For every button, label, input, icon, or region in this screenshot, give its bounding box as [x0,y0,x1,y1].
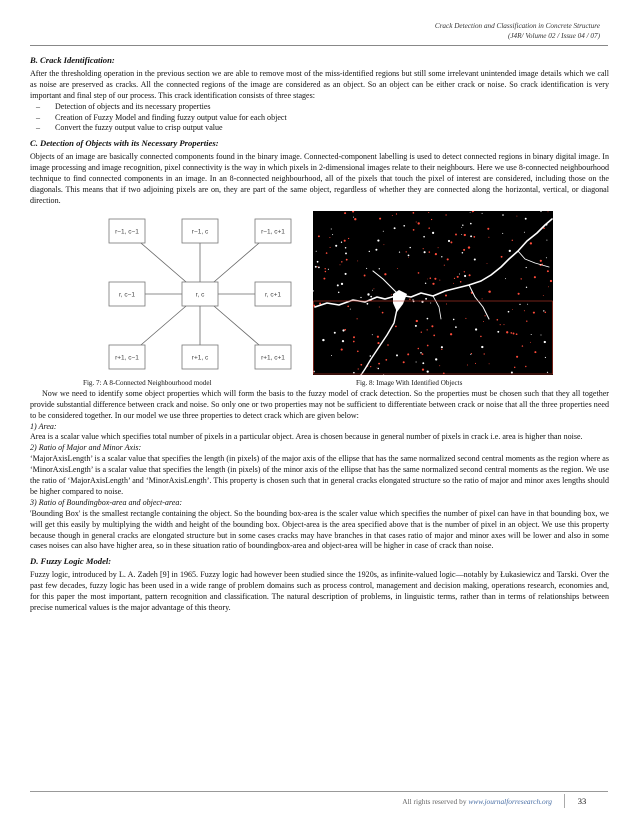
noise-dot [346,259,348,261]
noise-dot [318,235,320,237]
noise-dot [545,311,547,313]
noise-dot [382,312,384,314]
noise-dot [416,221,417,222]
noise-dot [516,356,518,358]
noise-dot [444,264,445,265]
noise-dot [329,237,330,238]
noise-dot [334,332,336,334]
noise-dot [526,267,527,268]
noise-dot [533,311,535,313]
noise-dot [465,318,466,319]
noise-dot [345,247,347,249]
noise-dot [445,294,447,296]
noise-dot [484,315,485,316]
noise-dot [441,346,443,348]
noise-dot [464,271,465,272]
noise-dot [516,215,517,216]
noise-dot [330,247,331,248]
noise-dot [377,239,379,241]
noise-dot [441,349,442,350]
noise-dot [337,284,339,286]
noise-dot [408,257,409,258]
noise-dot [317,266,318,267]
noise-dot [441,256,442,257]
noise-dot [543,310,544,311]
noise-dot [487,228,489,230]
cell-top-left: r−1, c−1 [115,228,139,236]
noise-dot [316,250,317,251]
running-header [435,21,600,41]
noise-dot [350,308,351,309]
noise-dot [370,355,372,357]
noise-dot [547,270,549,272]
neighbourhood-diagram [105,215,295,373]
cell-right: r, c+1 [264,291,282,299]
noise-dot [438,247,439,248]
noise-dot [450,333,452,335]
noise-dot [483,321,484,322]
noise-dot [475,328,477,330]
noise-dot [377,342,379,344]
noise-dot [348,238,349,239]
noise-dot [522,345,523,346]
noise-dot [341,261,342,262]
section-d-paragraph: Fuzzy logic, introduced by L. A. Zadeh [9] in 1965. Fuzzy logic had however been studied since the 1920s, as infinite-valued logic—notably by Łukasiewicz and Tarski. Over the past few decades, fuzzy logic has been used in a wide range of problem domains such as process control, management and decision making, operations research, economies and, for this paper the most important, pattern recognition and classification. The natural description of problems, in linguistic terms, rather than in terms of relationships between precise numerical values is the major advantage of this theory. [30,570,609,612]
noise-dot [403,225,405,227]
noise-dot [527,304,528,305]
noise-dot [378,362,380,364]
noise-dot [459,273,460,274]
noise-dot [354,218,356,220]
noise-dot [427,344,429,346]
stage-item: – Convert the fuzzy output value to crisp output value [36,123,609,134]
noise-dot [341,283,343,285]
figure-7-caption: Fig. 7: A 8-Connected Neighbourhood model [83,378,212,387]
noise-dot [353,336,355,338]
noise-dot [435,253,437,255]
noise-dot [508,311,510,313]
noise-dot [377,367,378,368]
noise-dot [502,214,504,216]
noise-dot [512,239,513,240]
noise-dot [473,236,475,238]
noise-dot [531,334,532,335]
noise-dot [470,212,471,213]
noise-dot [424,251,426,253]
noise-dot [366,268,367,269]
noise-dot [462,252,464,254]
cell-bottom-left: r+1, c−1 [115,354,139,362]
noise-dot [526,286,527,287]
noise-dot [510,332,512,334]
noise-dot [505,278,506,279]
noise-dot [516,333,518,335]
noise-dot [497,319,499,321]
noise-dot [415,325,417,327]
noise-dot [375,249,377,251]
noise-dot [378,368,380,370]
noise-dot [431,219,432,220]
noise-dot [360,297,361,298]
noise-dot [462,224,463,225]
noise-dot [460,281,462,283]
noise-dot [322,339,324,341]
noise-dot [467,364,468,365]
noise-dot [550,280,552,282]
figure-8-caption: Fig. 8: Image With Identified Objects [356,378,463,387]
noise-dot [500,324,501,325]
noise-dot [425,282,426,283]
cell-left: r, c−1 [118,291,136,299]
property-ratio-title: 2) Ratio of Major and Minor Axis: [30,443,142,453]
noise-dot [409,298,410,299]
section-c-paragraph: Objects of an image are basically connected components found in the binary image. Connected-component labelling is used to detect connected regions in binary digital image. In image processing and image recognition, pixel connectivity is the way in which pixels in 2-dimensional images relate to their neighbours. Here we use 8-connected neighbourhood technique to find connected components in an image. In an 8-connected neighbourhood, all of the pixels that touch the pixel of interest are considered, including those on the diagonals. This means that if two adjoining pixels are on, they are part of the same object, regardless of whether they are connected along the horizontal, vertical, or diagonal direction. [30,152,609,205]
stage-item: – Detection of objects and its necessary properties [36,102,609,113]
noise-dot [524,310,525,311]
noise-dot [540,259,542,261]
noise-dot [439,279,440,280]
noise-dot [470,223,472,225]
property-bbox-text: 'Bounding Box' is the smallest rectangle containing the object. So the bounding box-area is the scaler value which specifies the number of pixel can have in that bounding box, we will get this easily by multiplying the width and height of the bounding box. Object-area is the area specified above that is the number of pixel in an object. We use this property because though in general cracks are elongated structure but in some cases cracks may have branches in that cases ratio of major and minor axes will be lower and also in some cases noises can also have higher area, so in these situation ratio of boundingbox-area and object-area will be higher in case of crack than noise. [30,508,609,551]
noise-dot [434,278,436,280]
noise-dot [379,306,380,307]
header-volume: (J4R/ Volume 02 / Issue 04 / 07) [507,32,600,40]
noise-dot [332,234,333,235]
noise-dot [406,251,407,252]
noise-dot [433,334,435,336]
noise-dot [497,331,499,333]
noise-dot [547,371,548,372]
noise-dot [367,303,369,305]
footer-rights [402,797,552,806]
noise-dot [455,326,457,328]
noise-dot [524,231,525,232]
noise-dot [511,371,513,373]
noise-dot [341,348,343,350]
noise-dot [543,295,544,296]
noise-dot [530,342,531,343]
cell-bottom: r+1, c [191,354,209,362]
section-d-heading: D. Fuzzy Logic Model: [30,556,112,567]
noise-dot [544,341,546,343]
noise-dot [392,215,393,216]
cell-top: r−1, c [191,228,209,236]
noise-dot [470,354,471,355]
noise-dot [360,364,362,366]
noise-dot [481,346,483,348]
noise-dot [530,242,532,244]
noise-dot [385,359,387,361]
noise-dot [372,334,373,335]
noise-dot [364,274,366,276]
section-c-heading: C. Detection of Objects with its Necessary Properties: [30,138,219,149]
noise-dot [448,240,450,242]
noise-dot [422,368,424,370]
noise-dot [344,239,346,241]
noise-dot [427,318,429,320]
noise-dot [428,227,430,229]
figures-row [30,211,609,389]
noise-dot [461,234,462,235]
noise-dot [358,368,359,369]
noise-dot [432,282,434,284]
noise-dot [464,275,466,277]
noise-dot [432,232,434,234]
noise-dot [345,273,347,275]
noise-dot [399,251,400,252]
noise-dot [317,261,319,263]
noise-dot [331,355,332,356]
noise-dot [450,241,452,243]
noise-dot [353,216,354,217]
noise-dot [394,227,396,229]
noise-dot [369,250,370,251]
noise-dot [475,363,476,364]
noise-dot [545,357,546,358]
noise-dot [325,271,327,273]
noise-dot [489,290,491,292]
stage-item: – Creation of Fuzzy Model and finding fuzzy output value for each object [36,113,609,124]
noise-dot [501,256,503,258]
footer-rule [30,791,608,792]
noise-dot [439,365,440,366]
noise-dot [474,258,476,260]
noise-dot [469,274,471,276]
noise-dot [345,252,347,254]
noise-dot [367,293,369,295]
noise-dot [427,329,428,330]
noise-dot [323,277,325,279]
noise-dot [344,329,346,331]
noise-dot [427,278,428,279]
noise-dot [373,288,374,289]
property-area-text: Area is a scalar value which specifies total number of pixels in a particular object. Area is chosen because in general number of pixels in crack i.e. area is higher than noise. [30,432,583,442]
noise-dot [519,304,520,305]
noise-dot [463,249,465,251]
noise-dot [395,325,397,327]
noise-dot [447,258,449,260]
header-title: Crack Detection and Classification in Concrete Structure [434,22,600,30]
journal-link[interactable]: www.journalforresearch.org [468,797,552,806]
property-ratio-text: ‘MajorAxisLength’ is a scalar value that specifies the length (in pixels) of the major axis of the ellipse that has the same normalized second central moments as the region where as ‘MinorAxisLength’ is a scalar value that specifies the length (in pixels) of the minor axis of the ellipse that has the same normalized second central moments as the region. We use the ratio of ‘MajorAxisLength’ and ‘MinorAxisLength’. This property is chosen such that in general cracks elongated structure so the ratio of major and minor axes lengths should be higher compared to noise. [30,454,609,496]
noise-dot [318,266,320,268]
header-rule [30,45,608,46]
noise-dot [445,214,446,215]
noise-dot [357,318,358,319]
body-content [30,55,609,614]
noise-dot [518,293,520,295]
noise-dot [418,272,420,274]
noise-dot [418,348,420,350]
noise-dot [325,268,326,269]
noise-dot [453,318,455,320]
noise-dot [464,234,466,236]
noise-dot [377,335,379,337]
noise-dot [416,361,417,362]
noise-dot [509,250,511,252]
section-b-paragraph: After the thresholding operation in the previous section we are able to remove most of the miss-identified regions but still some irrelevant unintended image details which we call as noise are preserved as cracks. All the connected regions of the image are considered as an object. So an object can be either crack or noise. So crack identification is very important and final step of our process. This crack identification consists of three stages: [30,68,609,100]
noise-dot [384,273,386,275]
noise-dot [489,363,490,364]
noise-dot [430,277,432,279]
noise-dot [328,269,329,270]
noise-dot [413,229,415,231]
noise-dot [420,352,422,354]
noise-dot [482,213,483,214]
noise-dot [487,263,488,264]
property-bbox-title: 3) Ratio of Boundingbox-area and object-area: [30,497,183,507]
noise-dot [407,353,409,355]
noise-dot [514,366,515,367]
noise-dot [418,222,420,224]
noise-dot [457,276,459,278]
noise-dot [548,286,549,287]
stages-list [30,102,609,139]
noise-dot [409,247,410,248]
noise-dot [480,335,482,337]
noise-dot [541,334,542,335]
noise-dot [461,227,462,228]
noise-dot [520,278,521,279]
noise-dot [379,217,381,219]
noise-dot [370,366,371,367]
noise-dot [387,344,389,346]
noise-dot [331,228,332,229]
noise-dot [470,235,472,237]
noise-dot [431,325,433,327]
noise-dot [425,298,427,300]
identified-objects-image [313,211,553,375]
noise-dot [468,246,470,248]
noise-dot [421,331,422,332]
noise-dot [342,329,344,331]
noise-dot [340,264,341,265]
noise-dot [502,233,503,234]
noise-dot [403,361,405,363]
noise-dot [512,309,513,310]
cell-bottom-right: r+1, c+1 [261,354,285,362]
noise-dot [326,252,328,254]
noise-dot [484,353,485,354]
noise-dot [353,372,355,374]
section-b-heading: B. Crack Identification: [30,55,115,65]
noise-dot [504,324,505,325]
noise-dot [435,358,437,360]
noise-dot [372,290,373,291]
noise-dot [353,340,355,342]
noise-dot [454,278,455,279]
noise-dot [397,268,398,269]
noise-dot [534,276,536,278]
footer-rights-text: All rights reserved by [402,797,469,806]
noise-dot [412,299,413,300]
noise-dot [335,245,337,247]
noise-dot [482,298,483,299]
noise-dot [506,331,508,333]
noise-dot [427,370,429,372]
noise-dot [341,241,342,242]
noise-dot [455,233,457,235]
page-number: 33 [564,794,599,808]
noise-dot [342,340,344,342]
noise-dot [428,212,429,213]
noise-dot [379,268,380,269]
noise-dot [391,294,392,295]
noise-dot [315,266,317,268]
properties-intro: Now we need to identify some object properties which will form the basis to the fuzzy model of crack detection. So the properties must be chosen such that they all together provide substantial difference between crack and noise. So only one or two properties may not be sufficient to differentiate between crack or noise that all the three properties need to be considered together. In our model we use three properties to detect crack which are given below: [30,388,609,420]
noise-dot [446,303,447,304]
noise-dot [408,254,410,256]
noise-dot [319,302,321,304]
noise-dot [429,251,430,252]
noise-dot [347,305,349,307]
noise-dot [422,362,424,364]
noise-dot [430,302,431,303]
cell-top-right: r−1, c+1 [261,228,285,236]
noise-dot [526,320,527,321]
noise-dot [546,257,547,258]
noise-dot [357,350,359,352]
noise-dot [513,332,515,334]
noise-dot [525,366,526,367]
noise-dot [413,212,415,214]
noise-dot [488,237,489,238]
noise-dot [396,354,398,356]
noise-dot [534,351,536,353]
property-area-title: 1) Area: [30,421,57,431]
noise-dot [383,231,384,232]
noise-dot [423,248,424,249]
noise-dot [422,353,424,355]
noise-dot [396,213,397,214]
noise-dot [357,260,358,261]
noise-dot [546,239,547,240]
noise-dot [338,291,339,292]
noise-dot [423,236,425,238]
noise-dot [548,211,549,212]
noise-dot [344,212,346,214]
cell-center: r, c [195,291,205,299]
noise-dot [416,320,418,322]
noise-dot [453,283,454,284]
noise-dot [525,218,527,220]
noise-dot [370,296,372,298]
noise-dot [383,244,384,245]
